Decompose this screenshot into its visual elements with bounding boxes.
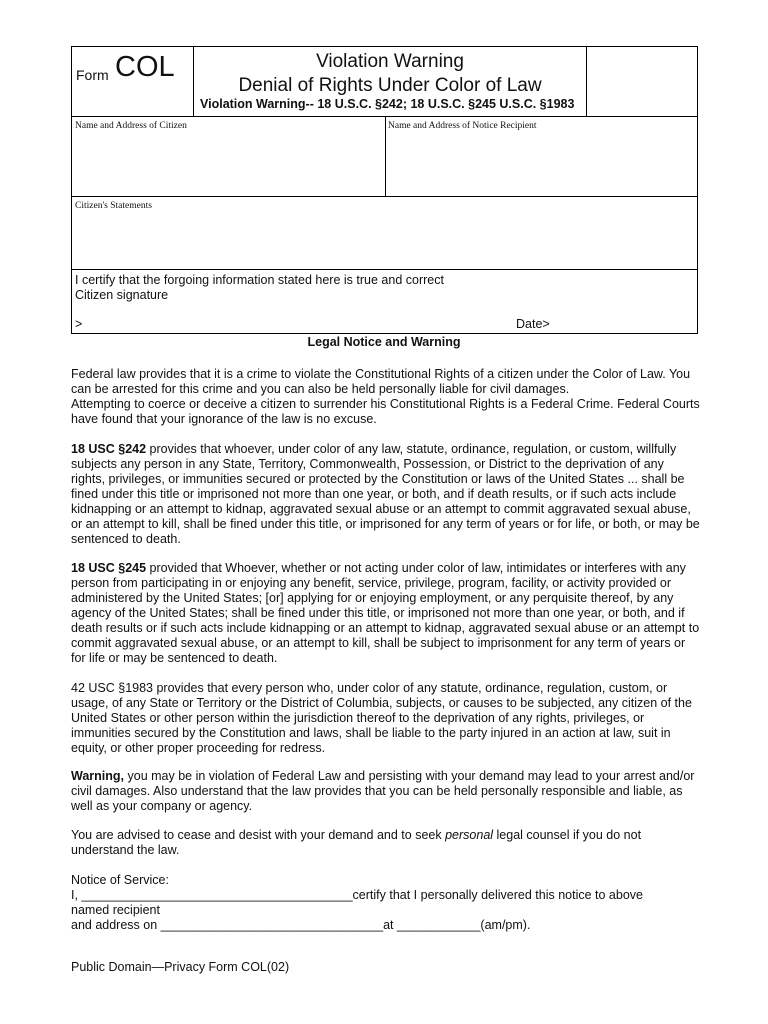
section-242-lead: 18 USC §242 (71, 442, 147, 456)
advise-paragraph (71, 828, 701, 858)
form-word: Form (76, 67, 109, 83)
names-divider (385, 117, 386, 196)
warning-paragraph (71, 769, 701, 814)
advise-text-post: legal counsel if you do not understand the law. (71, 828, 642, 857)
form-id-cell (72, 47, 194, 116)
form-code: COL (115, 51, 175, 83)
advise-text-pre: You are advised to cease and desist with your demand and to seek (71, 828, 446, 842)
intro-text-2: Attempting to coerce or deceive a citizen to surrender his Constitutional Rights is a Federal Crime. Federal Courts have found that your ignorance of the law is no excuse. (71, 397, 700, 426)
section-245-paragraph (71, 561, 701, 666)
citizen-statements-field[interactable]: Citizen's Statements (75, 201, 152, 211)
section-245-text: provided that Whoever, whether or not acting under color of law, intimidates or interferes with any person from participating in or enjoying any benefit, service, privilege, program, facility, or activity provided or administered by the United States; [or] applying for or enjoying employment, or any perquisite thereof, by any agency of the United States; shall be fined under this title, or imprisoned not more than one year, or both, and if death results or if such acts include kidnapping or an attempt to kidnap, aggravated sexual abuse or an attempt to commit aggravated sexual abuse, or an attempt to kill, shall be subject to imprisonment for any term of years or for life or may be sentenced to death. (71, 561, 700, 665)
warning-text: you may be in violation of Federal Law and persisting with your demand may lead to your arrest and/or civil damages. Also understand that the law provides that you can be held personally responsible and liable, as well as your company or agency. (71, 769, 695, 813)
intro-text-1: Federal law provides that it is a crime to violate the Constitutional Rights of a citizen under the Color of Law. You can be arrested for this crime and you can also be held personally liable for civil damages. (71, 367, 691, 396)
certification-text (75, 273, 444, 303)
warning-lead: Warning, (71, 769, 125, 783)
section-1983-paragraph: 42 USC §1983 provides that every person who, under color of any statute, ordinance, regulation, custom, or usage, of any State or Territory or the District of Columbia, subjects, or causes to be subjected, any citizen of the United States or other person within the jurisdiction thereof to the deprivation of any rights, privileges, or immunities secured by the Constitution and laws, shall be liable to the party injured in an action at law, suit in equity, or other proper proceeding for redress. (71, 681, 692, 755)
form-header (72, 47, 697, 117)
names-row (72, 117, 697, 197)
service-heading: Notice of Service: (71, 873, 169, 887)
intro-paragraph (71, 367, 701, 427)
recipient-name-field[interactable]: Name and Address of Notice Recipient (388, 121, 537, 131)
form-statutes: Violation Warning-- 18 U.S.C. §242; 18 U.S.C. §245 U.S.C. §1983 (200, 97, 575, 111)
section-242-paragraph (71, 442, 701, 547)
section-245-lead: 18 USC §245 (71, 561, 147, 575)
statements-row (72, 197, 697, 270)
signature-field[interactable]: > (75, 317, 83, 331)
service-certify-line: I, _______________________________________certify that I personally delivered this notice to above named recipient (71, 888, 643, 917)
notice-title: Legal Notice and Warning (307, 335, 461, 349)
form-title: Violation Warning (316, 51, 464, 72)
notice-of-service (71, 873, 671, 933)
form-subtitle: Denial of Rights Under Color of Law (238, 75, 542, 96)
form-title-cell (194, 47, 587, 116)
advise-emphasis: personal (445, 828, 494, 842)
certify-statement: I certify that the forgoing information stated here is true and correct (75, 273, 444, 287)
citizen-name-field[interactable]: Name and Address of Citizen (75, 121, 187, 131)
service-address-line: and address on ________________________________at ____________(am/pm). (71, 918, 531, 932)
signature-label: Citizen signature (75, 288, 169, 302)
footer-text: Public Domain—Privacy Form COL(02) (71, 960, 290, 974)
section-242-text: provides that whoever, under color of any law, statute, ordinance, regulation, or custom, willfully subjects any person in any State, Territory, Commonwealth, Possession, or District to the deprivation of any rights, privileges, or immunities secured or protected by the Constitution or laws of the United States ... shall be fined under this title or imprisoned not more than one year, or both, and if death results, or if such acts include kidnapping or an attempt to kidnap, aggravated sexual abuse or an attempt to commit aggravated sexual abuse, or an attempt to kill, shall be fined under this title, or imprisoned for any term of years or for life, or both, or may be sentenced to death. (71, 442, 700, 546)
date-field[interactable]: Date> (516, 317, 550, 331)
form-box (71, 46, 698, 334)
certification-row (72, 270, 697, 334)
